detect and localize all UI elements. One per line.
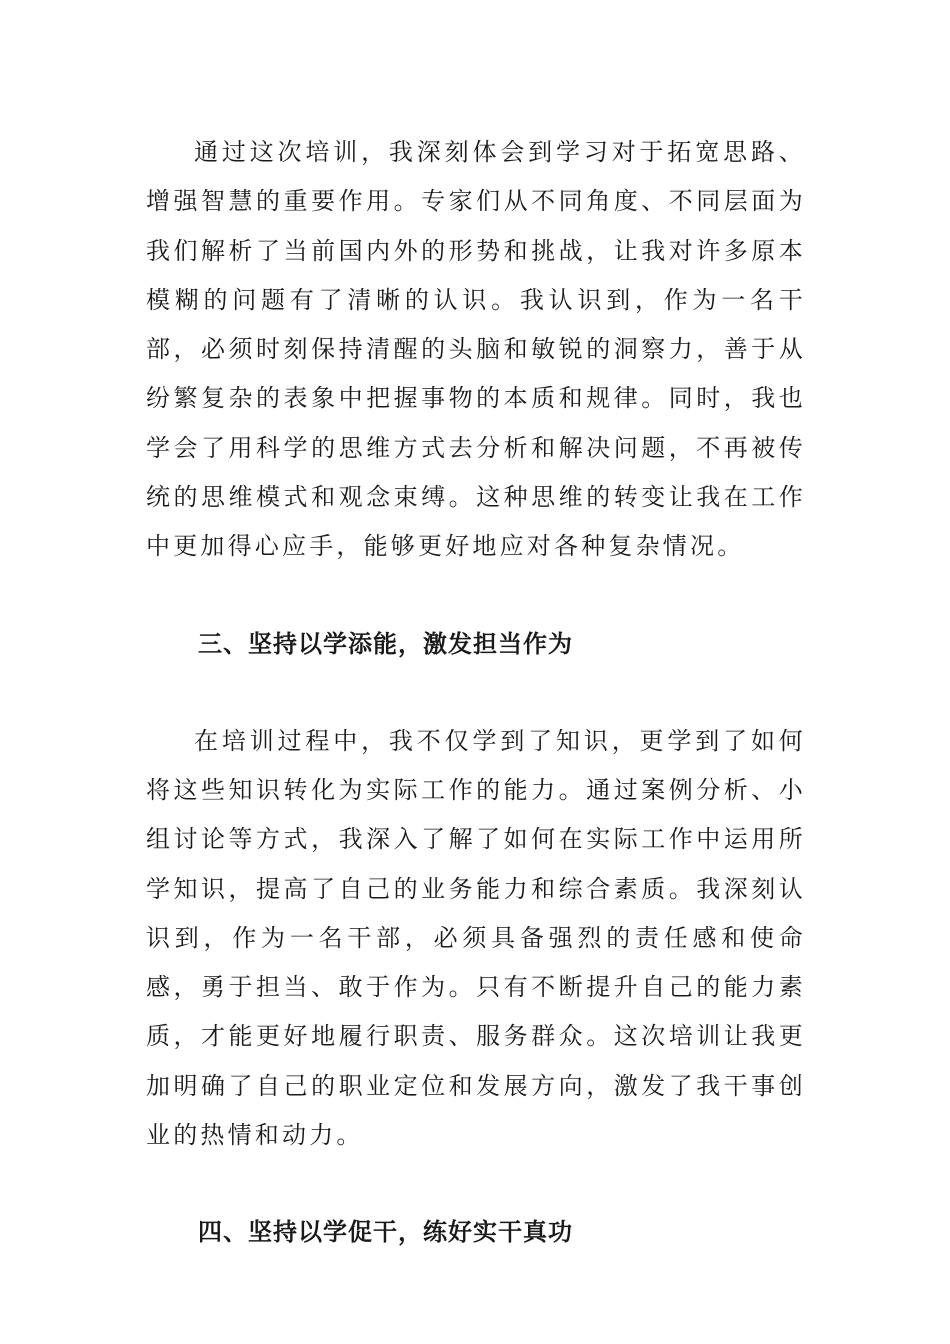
paragraph-ability: 在培训过程中，我不仅学到了知识，更学到了如何将这些知识转化为实际工作的能力。通过案例分析、小组讨论等方式，我深入了解了如何在实际工作中运用所学知识，提高了自己的业务能力和综合素质。我深刻认识到，作为一名干部，必须具备强烈的责任感和使命感，勇于担当、敢于作为。只有不断提升自己的能力素质，才能更好地履行职责、服务群众。这次培训让我更加明确了自己的职业定位和发展方向，激发了我干事创业的热情和动力。 — [146, 726, 806, 1150]
spacer — [146, 1160, 806, 1208]
section-heading-3: 三、坚持以学添能，激发担当作为 — [198, 629, 573, 658]
spacer — [146, 669, 806, 717]
section-heading-4: 四、坚持以学促干，练好实干真功 — [198, 1218, 573, 1247]
paragraph-thinking: 通过这次培训，我深刻体会到学习对于拓宽思路、增强智慧的重要作用。专家们从不同角度、不同层面为我们解析了当前国内外的形势和挑战，让我对许多原本模糊的问题有了清晰的认识。我认识到，作为一名干部，必须时刻保持清醒的头脑和敏锐的洞察力，善于从纷繁复杂的表象中把握事物的本质和规律。同时，我也学会了用科学的思维方式去分析和解决问题，不再被传统的思维模式和观念束缚。这种思维的转变让我在工作中更加得心应手，能够更好地应对各种复杂情况。 — [146, 138, 806, 561]
spacer — [146, 572, 806, 620]
document-body — [146, 128, 806, 1257]
